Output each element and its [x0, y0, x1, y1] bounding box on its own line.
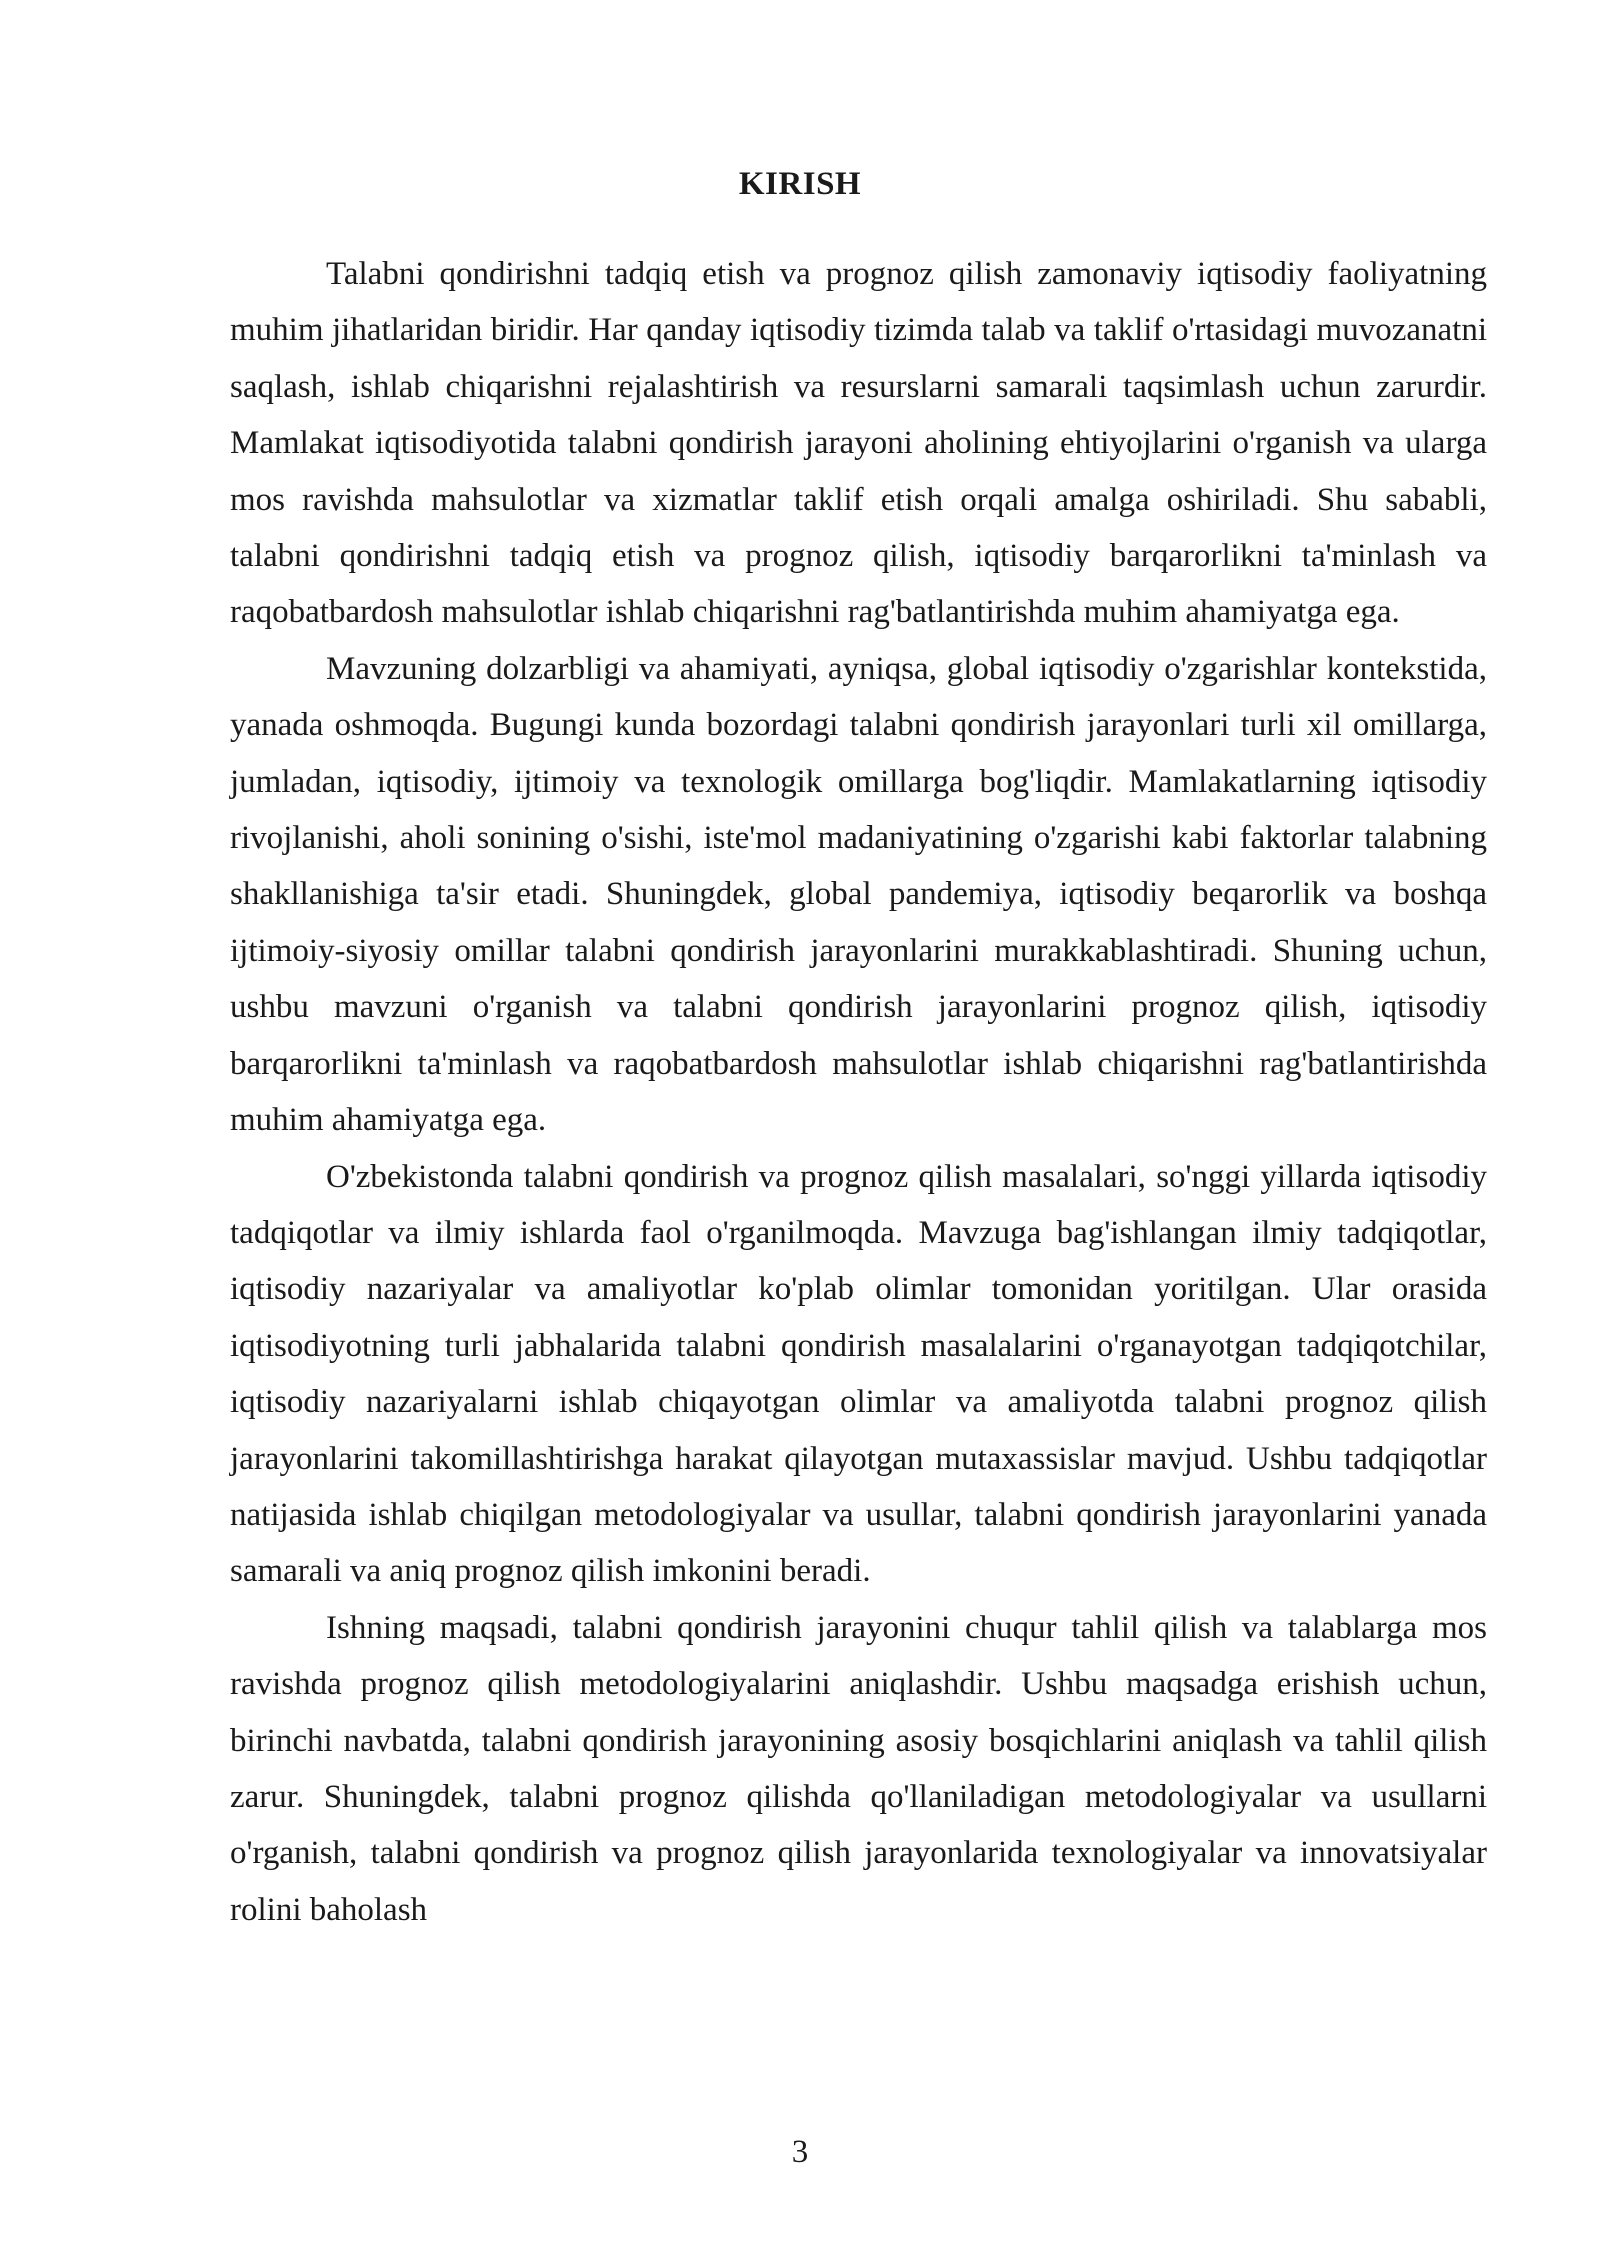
body-text — [230, 246, 1487, 1938]
paragraph-relevance: Mavzuning dolzarbligi va ahamiyati, ayniqsa, global iqtisodiy o'zgarishlar kontekstida, yanada oshmoqda. Bugungi kunda bozordagi talabni qondirish jarayonlari turli xil omillarga, jumladan, iqtisodiy, ijtimoiy va texnologik omillarga bog'liqdir. Mamlakatlarning iqtisodiy rivojlanishi, aholi sonining o'sishi, iste'mol madaniyatining o'zgarishi kabi faktorlar talabning shakllanishiga ta'sir etadi. Shuningdek, global pandemiya, iqtisodiy beqarorlik va boshqa ijtimoiy-siyosiy omillar talabni qondirish jarayonlarini murakkablashtiradi. Shuning uchun, ushbu mavzuni o'rganish va talabni qondirish jarayonlarini prognoz qilish, iqtisodiy barqarorlikni ta'minlash va raqobatbardosh mahsulotlar ishlab chiqarishni rag'batlantirishda muhim ahamiyatga ega. — [230, 650, 1487, 1139]
paragraph-literature: O'zbekistonda talabni qondirish va prognoz qilish masalalari, so'nggi yillarda iqtisodiy tadqiqotlar va ilmiy ishlarda faol o'rganilmoqda. Mavzuga bag'ishlangan ilmiy tadqiqotlar, iqtisodiy nazariyalar va amaliyotlar ko'plab olimlar tomonidan yoritilgan. Ular orasida iqtisodiyotning turli jabhalarida talabni qondirish masalalarini o'rganayotgan tadqiqotchilar, iqtisodiy nazariyalarni ishlab chiqayotgan olimlar va amaliyotda talabni prognoz qilish jarayonlarini takomillashtirishga harakat qilayotgan mutaxassislar mavjud. Ushbu tadqiqotlar natijasida ishlab chiqilgan metodologiyalar va usullar, talabni qondirish jarayonlarini yanada samarali va aniq prognoz qilish imkonini beradi. — [230, 1158, 1487, 1590]
page-title: KIRISH — [738, 166, 862, 202]
page-number: 3 — [791, 2134, 809, 2170]
paragraph-goal: Ishning maqsadi, talabni qondirish jarayonini chuqur tahlil qilish va talablarga mos ravishda prognoz qilish metodologiyalarini aniqlashdir. Ushbu maqsadga erishish uchun, birinchi navbatda, talabni qondirish jarayonining asosiy bosqichlarini aniqlash va tahlil qilish zarur. Shuningdek, talabni prognoz qilishda qo'llaniladigan metodologiyalar va usullarni o'rganish, talabni qondirish va prognoz qilish jarayonlarida texnologiyalar va innovatsiyalar rolini baholash — [230, 1609, 1487, 1928]
paragraph-intro: Talabni qondirishni tadqiq etish va prognoz qilish zamonaviy iqtisodiy faoliyatning muhim jihatlaridan biridir. Har qanday iqtisodiy tizimda talab va taklif o'rtasidagi muvozanatni saqlash, ishlab chiqarishni rejalashtirish va resurslarni samarali taqsimlash uchun zarurdir. Mamlakat iqtisodiyotida talabni qondirish jarayoni aholining ehtiyojlarini o'rganish va ularga mos ravishda mahsulotlar va xizmatlar taklif etish orqali amalga oshiriladi. Shu sababli, talabni qondirishni tadqiq etish va prognoz qilish, iqtisodiy barqarorlikni ta'minlash va raqobatbardosh mahsulotlar ishlab chiqarishni rag'batlantirishda muhim ahamiyatga ega. — [230, 256, 1487, 631]
